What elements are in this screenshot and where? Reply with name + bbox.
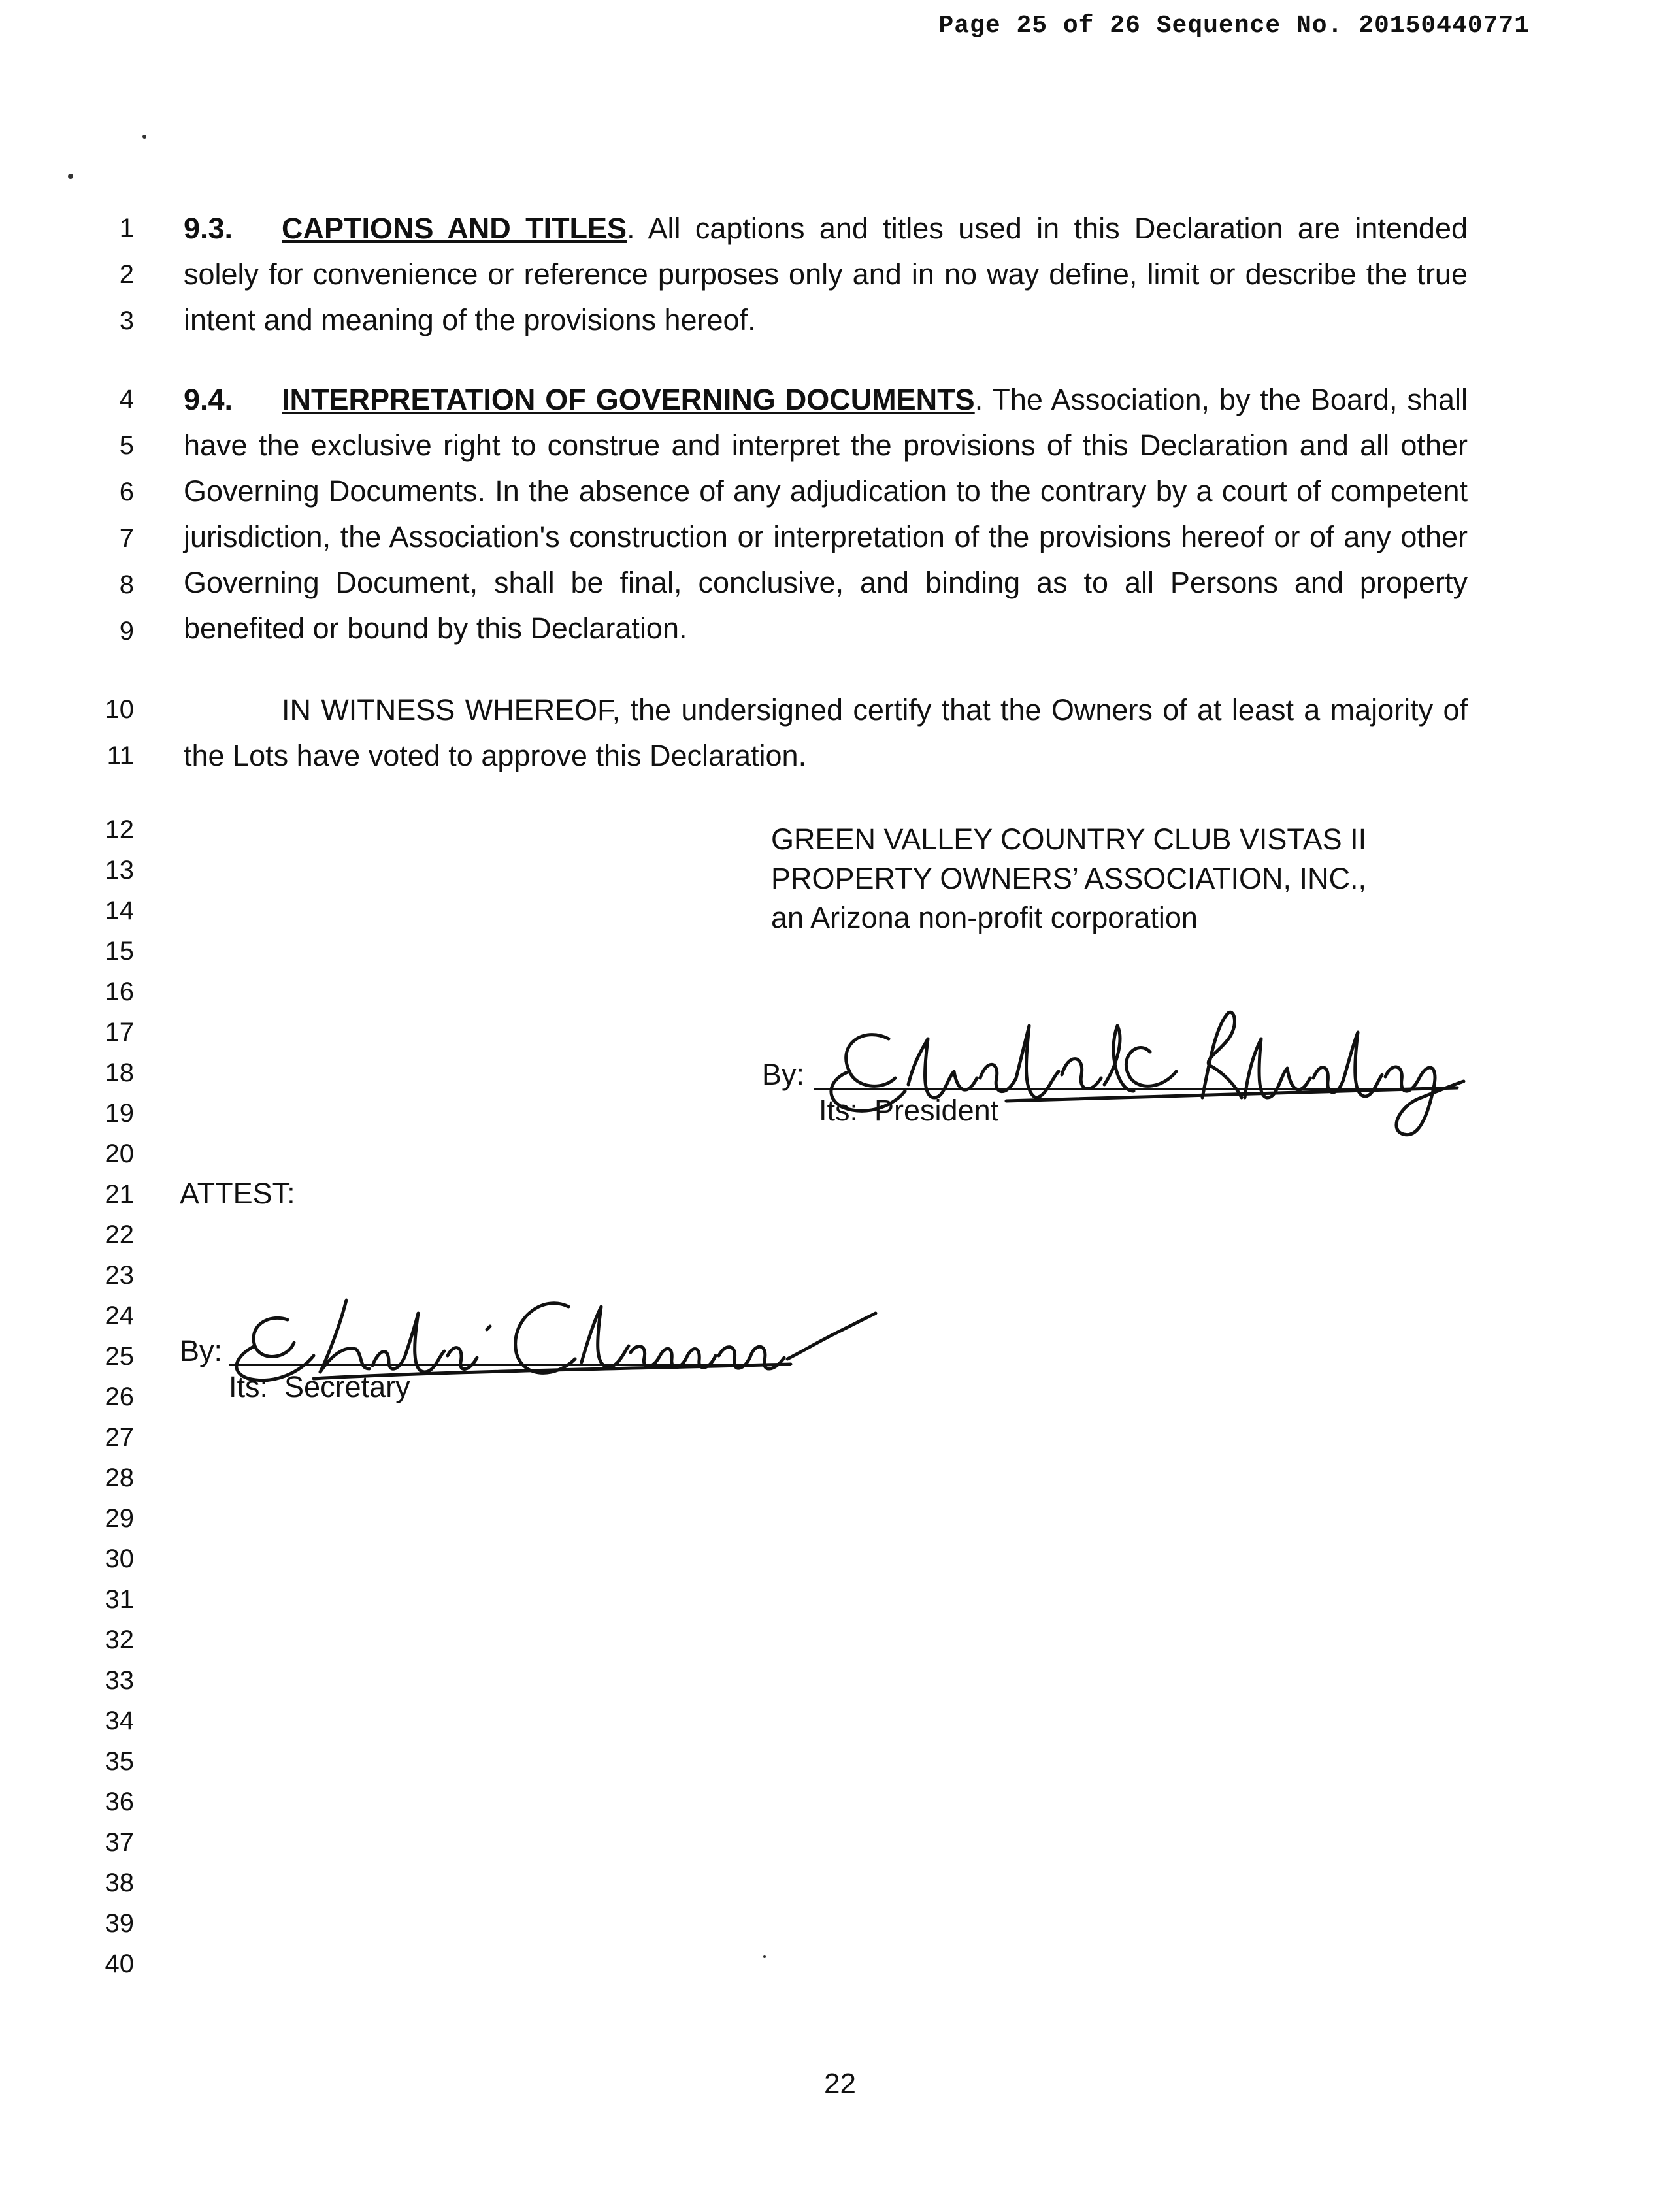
heading-period: .	[974, 383, 983, 416]
heading-period: .	[627, 212, 635, 245]
line-number: 13	[105, 856, 134, 885]
president-its-label: Its:	[819, 1094, 859, 1127]
section-heading: CAPTIONS AND TITLES	[282, 212, 627, 245]
line-number: 32	[105, 1626, 134, 1654]
line-number: 37	[105, 1828, 134, 1857]
line-number: 23	[105, 1261, 134, 1290]
attest-label: ATTEST:	[180, 1177, 295, 1210]
line-number: 6	[119, 478, 134, 506]
line-number: 1	[119, 214, 134, 242]
secretary-its-line	[229, 1367, 410, 1407]
scan-speck	[68, 174, 73, 179]
association-description: an Arizona non-profit corporation	[771, 901, 1198, 934]
line-number: 9	[119, 617, 134, 646]
line-number: 38	[105, 1869, 134, 1897]
line-number: 35	[105, 1747, 134, 1776]
line-number: 10	[105, 695, 134, 724]
line-number: 33	[105, 1666, 134, 1695]
witness-clause: IN WITNESS WHEREOF, the undersigned certify that the Owners of at least a majority of the Lots have voted to approve this Declaration.	[184, 693, 1468, 772]
section-text: The Association, by the Board, shall have the exclusive right to construe and interpret the provisions of this Declaration and all other Governing Documents. In the absence of any adjudication to the contrary by a court of competent jurisdiction, the Association's construction or interpretation of the provisions hereof or of any other Governing Document, shall be final, conclusive, and binding as to all Persons and property benefited or bound by this Declaration.	[184, 383, 1468, 645]
line-number: 26	[105, 1382, 134, 1411]
section-number: 9.4.	[184, 383, 233, 416]
line-number: 28	[105, 1463, 134, 1492]
secretary-its-label: Its:	[229, 1370, 269, 1403]
line-number: 31	[105, 1585, 134, 1614]
scan-speck	[763, 1955, 766, 1958]
line-number: 21	[105, 1180, 134, 1209]
secretary-by-label: By:	[180, 1334, 223, 1367]
line-number: 27	[105, 1423, 134, 1452]
line-number: 25	[105, 1342, 134, 1371]
president-title: President	[874, 1094, 999, 1127]
line-number: 19	[105, 1099, 134, 1128]
line-number: 14	[105, 896, 134, 925]
line-number: 30	[105, 1545, 134, 1573]
section-text: All captions and titles used in this Declaration are intended solely for convenience or reference purposes only and in no way define, limit or describe the true intent and meaning of the provisions hereof.	[184, 212, 1468, 336]
secretary-title: Secretary	[284, 1370, 410, 1403]
scan-speck	[142, 135, 146, 139]
line-number: 3	[119, 306, 134, 335]
section-9-4	[184, 377, 1468, 651]
section-9-3	[184, 206, 1468, 343]
line-number: 5	[119, 431, 134, 460]
line-number: 22	[105, 1220, 134, 1249]
line-number: 20	[105, 1139, 134, 1168]
line-number: 11	[107, 742, 134, 770]
section-heading: INTERPRETATION OF GOVERNING DOCUMENTS	[282, 383, 975, 416]
line-number: 24	[105, 1301, 134, 1330]
association-name-line-1: GREEN VALLEY COUNTRY CLUB VISTAS II	[771, 823, 1367, 856]
association-name-line-2: PROPERTY OWNERS’ ASSOCIATION, INC.,	[771, 862, 1366, 895]
line-number: 7	[119, 524, 134, 553]
line-number: 18	[105, 1058, 134, 1087]
sequence-header: Page 25 of 26 Sequence No. 20150440771	[938, 12, 1530, 40]
line-number: 29	[105, 1504, 134, 1533]
line-number: 39	[105, 1909, 134, 1938]
line-number: 34	[105, 1707, 134, 1735]
line-number: 4	[119, 385, 134, 414]
line-number: 15	[105, 937, 134, 966]
page-number: 22	[824, 2068, 856, 2100]
line-number: 2	[119, 260, 134, 289]
president-by-label: By:	[762, 1058, 805, 1091]
line-number: 17	[105, 1018, 134, 1047]
line-number: 16	[105, 977, 134, 1006]
line-number: 12	[105, 815, 134, 844]
president-its-line	[819, 1091, 998, 1130]
section-number: 9.3.	[184, 212, 233, 245]
association-block	[771, 820, 1490, 938]
line-number: 36	[105, 1788, 134, 1816]
line-number: 40	[105, 1950, 134, 1978]
line-number: 8	[119, 570, 134, 599]
